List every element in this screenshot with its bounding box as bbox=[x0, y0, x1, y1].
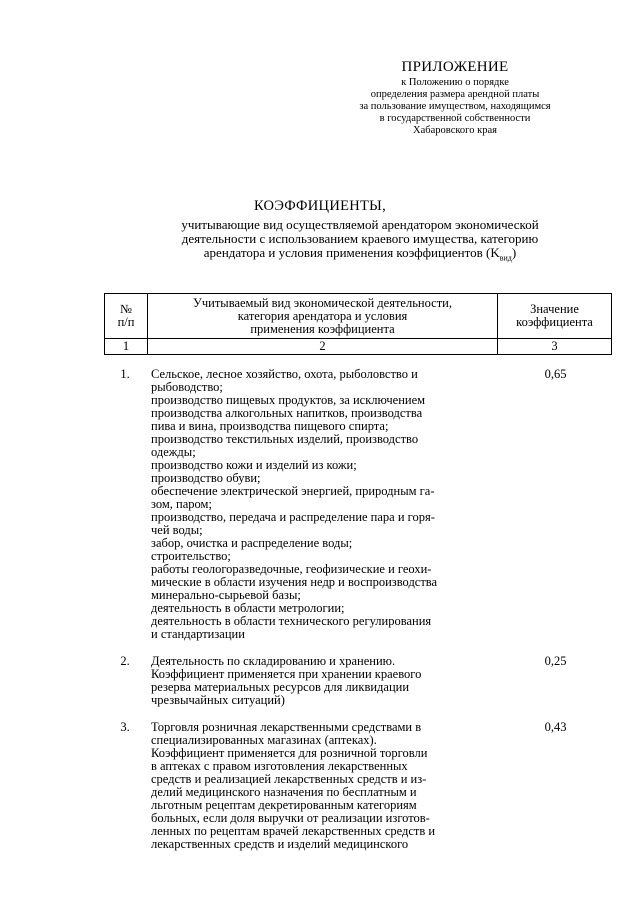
description-line: забор, очистка и распределение воды; bbox=[151, 536, 353, 550]
coefficients-table-body bbox=[104, 368, 612, 865]
appendix-line: Хабаровского края bbox=[413, 125, 497, 136]
description-line: в аптеках с правом изготовления лекарственных bbox=[151, 759, 408, 773]
row-number: 3. bbox=[120, 720, 130, 734]
description-line: ленных по рецептам врачей лекарственных средств и bbox=[151, 824, 436, 838]
coefficient-value: 0,43 bbox=[544, 720, 567, 734]
coefficient-value: 0,25 bbox=[544, 654, 567, 668]
description-line: льготным рецептам декретированным категориям bbox=[151, 798, 417, 812]
coefficients-table-header bbox=[104, 293, 612, 355]
row-description bbox=[146, 655, 499, 707]
appendix-line: за пользование имуществом, находящимся bbox=[359, 101, 551, 112]
description-line: минерально-сырьевой базы; bbox=[151, 588, 301, 602]
description-line: обеспечение электрической энергией, природным га- bbox=[151, 484, 435, 498]
appendix-line: к Положению о порядке bbox=[401, 77, 509, 88]
row-description bbox=[146, 368, 499, 641]
description-line: Деятельность по складированию и хранению. bbox=[151, 654, 396, 668]
description-line: деятельность в области метрологии; bbox=[151, 601, 345, 615]
description-line: рыбоводство; bbox=[151, 380, 223, 394]
description-line: мические в области изучения недр и воспроизводства bbox=[151, 575, 438, 589]
appendix-block bbox=[330, 58, 580, 137]
row-number: 2. bbox=[120, 654, 130, 668]
appendix-line: в государственной собственности bbox=[379, 113, 531, 124]
description-line: резерва материальных ресурсов для ликвидации bbox=[151, 680, 410, 694]
description-line: специализированных магазинах (аптеках). bbox=[151, 733, 377, 747]
col-number: 1 bbox=[105, 339, 148, 355]
description-line: Сельское, лесное хозяйство, охота, рыболовство и bbox=[151, 367, 418, 381]
col-number: 3 bbox=[498, 339, 612, 355]
description-line: больных, если доля выручки от реализации изготов- bbox=[151, 811, 430, 825]
description-line: зом, паром; bbox=[151, 497, 212, 511]
description-line: производство пищевых продуктов, за исключением bbox=[151, 393, 426, 407]
header-no: № п/п bbox=[105, 294, 148, 339]
description-line: строительство; bbox=[151, 549, 231, 563]
description-line: производство, передача и распределение пара и горя- bbox=[151, 510, 435, 524]
table-row bbox=[104, 368, 612, 641]
subtitle-line: учитывающие вид осуществляемой арендатором экономической bbox=[181, 217, 539, 232]
description-line: Коэффициент применяется для розничной торговли bbox=[151, 746, 428, 760]
table-row bbox=[104, 655, 612, 707]
row-description bbox=[146, 721, 499, 851]
description-line: производство обуви; bbox=[151, 471, 261, 485]
description-line: деятельность в области технического регулирования bbox=[151, 614, 432, 628]
header-value: Значение коэффициента bbox=[498, 294, 612, 339]
subscript: вид bbox=[499, 253, 512, 263]
row-number: 1. bbox=[120, 367, 130, 381]
description-line: средств и реализацией лекарственных средств и из- bbox=[151, 772, 427, 786]
table-row bbox=[104, 721, 612, 851]
description-line: одежды; bbox=[151, 445, 196, 459]
description-line: чрезвычайных ситуаций) bbox=[151, 693, 285, 707]
appendix-heading: ПРИЛОЖЕНИЕ bbox=[401, 59, 509, 75]
description-line: и стандартизации bbox=[151, 627, 245, 641]
subtitle-line: арендатора и условия применения коэффициентов $(K_{вид})$ bbox=[203, 245, 517, 263]
description-line: пива и вина, производства пищевого спирта; bbox=[151, 419, 389, 433]
description-line: производства алкогольных напитков, производства bbox=[151, 406, 423, 420]
description-line: делий медицинского назначения по бесплатным и bbox=[151, 785, 417, 799]
coefficient-value: 0,65 bbox=[544, 367, 567, 381]
description-line: Коэффициент применяется при хранении краевого bbox=[151, 667, 422, 681]
description-line: производство текстильных изделий, производство bbox=[151, 432, 419, 446]
description-line: работы геологоразведочные, геофизические и геохи- bbox=[151, 562, 432, 576]
appendix-line: определения размера арендной платы bbox=[370, 89, 540, 100]
description-line: Торговля розничная лекарственными средствами в bbox=[151, 720, 422, 734]
document-title: КОЭФФИЦИЕНТЫ, bbox=[253, 198, 387, 214]
subtitle-line: деятельности с использованием краевого имущества, категорию bbox=[181, 231, 539, 246]
col-number: 2 bbox=[148, 339, 498, 355]
document-subtitle bbox=[140, 218, 580, 266]
header-activity: Учитываемый вид экономической деятельности, категория арендатора и условия применения коэффициента bbox=[148, 294, 498, 339]
description-line: чей воды; bbox=[151, 523, 203, 537]
description-line: производство кожи и изделий из кожи; bbox=[151, 458, 357, 472]
description-line: лекарственных средств и изделий медицинского bbox=[151, 837, 409, 851]
